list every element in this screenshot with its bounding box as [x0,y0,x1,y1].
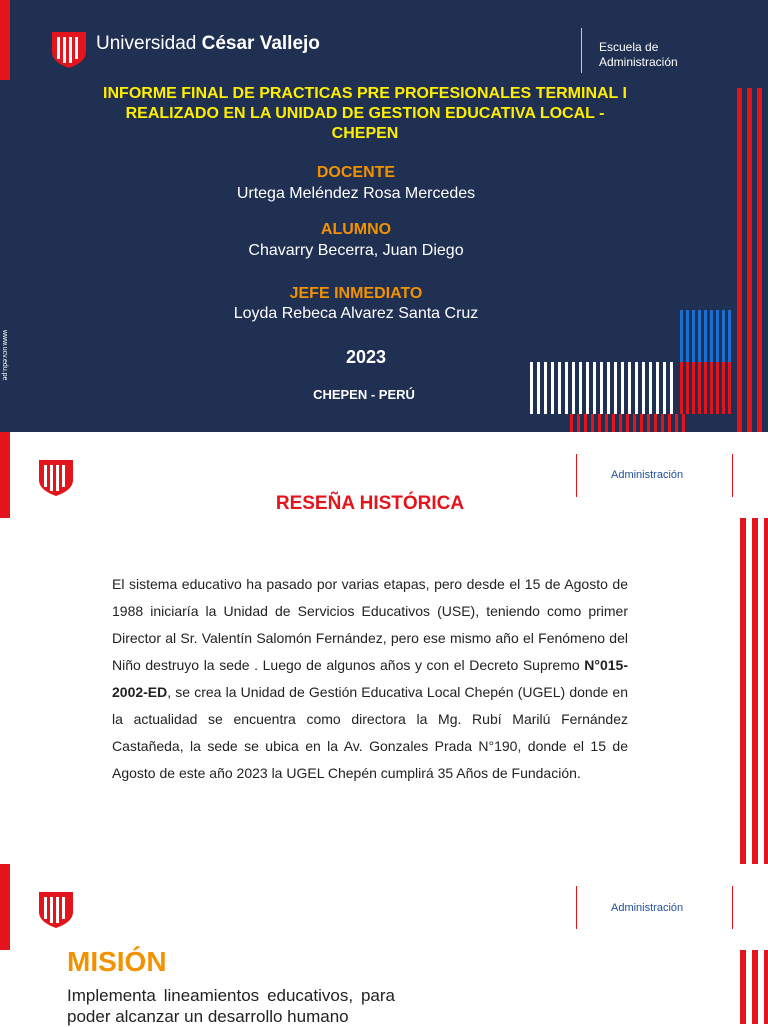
left-accent-bar [0,864,10,950]
school-label: Administración [611,902,684,914]
header-divider-left [576,454,577,497]
university-name: Universidad César Vallejo [96,33,320,54]
school-label: Administración [611,469,684,481]
jefe-name: Loyda Rebeca Alvarez Santa Cruz [233,305,479,322]
cover-slide [0,0,768,432]
website-url: www.ucv.edu.pe [1,330,8,381]
header-divider-right [732,886,733,929]
left-accent-bar [0,0,10,80]
history-paragraph: El sistema educativo ha pasado por varias etapas, pero desde el 15 de Agosto de 1988 iniciaría la Unidad de Servicios Educativos (USE), teniendo como primer Director al Sr. Valentín Salomón Fernández, pero ese mismo año el Fenómeno del Niño destruyo la sede . Luego de algunos años y con el Decreto Supremo N°015-2002-ED, se crea la Unidad de Gestión Educativa Local Chepén (UGEL) donde en la actualidad se encuentra como directora la Mg. Rubí Marilú Fernández Castañeda, la sede se ubica en la Av. Gonzales Prada N°190, donde el 15 de Agosto de este año 2023 la UGEL Chepén cumplirá 35 Años de Fundación. [112,576,628,781]
docente-label: DOCENTE [316,164,396,181]
mision-text: Implementa lineamientos educativos, para poder alcanzar un desarrollo humano [67,986,395,1026]
report-title: INFORME FINAL DE PRACTICAS PRE PROFESIONALES TERMINAL I REALIZADO EN LA UNIDAD DE GESTION EDUCATIVA LOCAL - CHEPEN [103,85,627,142]
alumno-label: ALUMNO [320,221,392,238]
header-divider-right [732,454,733,497]
header-divider [581,28,582,73]
docente-name: Urtega Meléndez Rosa Mercedes [236,185,476,202]
left-accent-bar [0,432,10,518]
school-name: Escuela de Administración [599,40,678,69]
report-place: CHEPEN - PERÚ [313,387,415,402]
report-year: 2023 [345,347,387,367]
ucv-logo-icon [52,30,86,68]
ucv-logo-icon [39,890,73,928]
alumno-name: Chavarry Becerra, Juan Diego [248,242,464,259]
header-divider-left [576,886,577,929]
section-title: RESEÑA HISTÓRICA [275,493,465,514]
mision-title: MISIÓN [67,946,167,977]
jefe-label: JEFE INMEDIATO [289,285,423,302]
ucv-logo-icon [39,458,73,496]
